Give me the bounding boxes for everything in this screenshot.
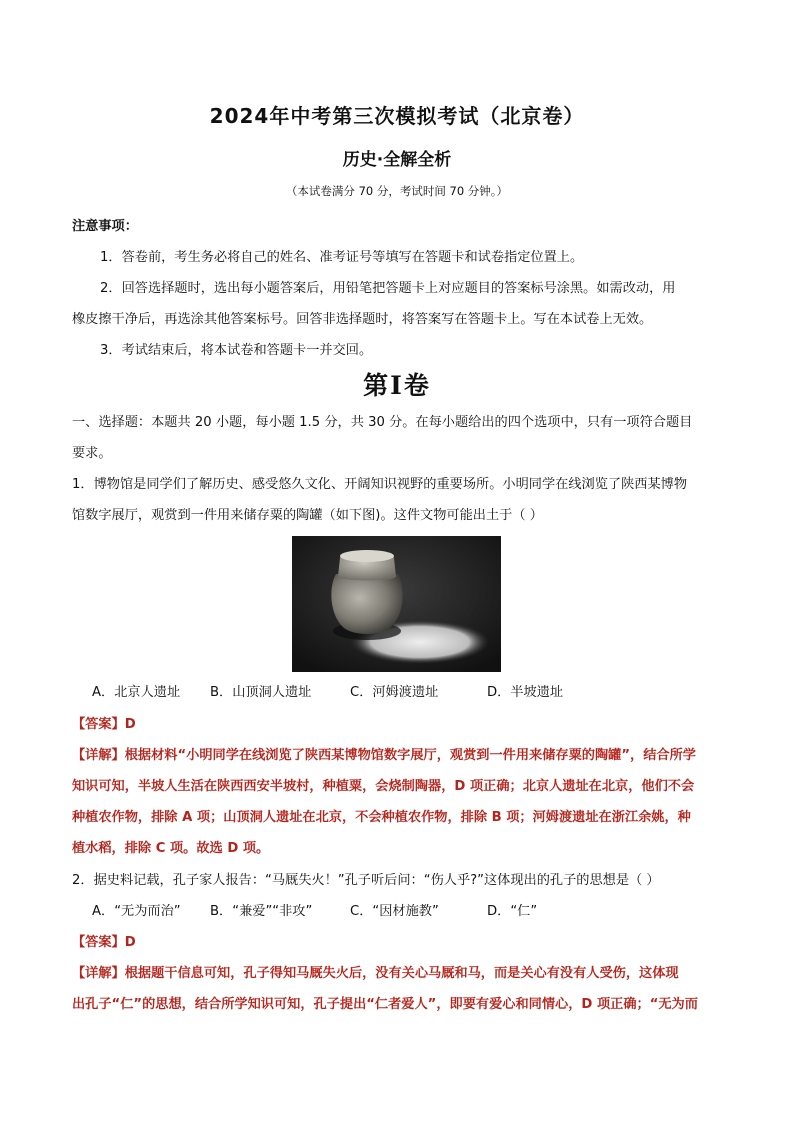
question-1-stem [72,469,724,531]
notice-section [72,211,724,366]
notice-item: 橡皮擦干净后，再选涂其他答案标号。回答非选择题时，将答案写在答题卡上。写在本试卷上无效。 [72,312,653,327]
detail-line: 知识可知，半坡人生活在陕西西安半坡村，种植粟，会烧制陶器，D 项正确；北京人遗址在北京，他们不会 [72,779,695,794]
detail-label: 【详解】 [72,748,125,763]
option-a: A．北京人遗址 [92,685,181,700]
detail-label: 【详解】 [72,966,125,981]
question-2-stem [72,865,724,896]
volume-title: 第Ⅰ卷 [363,371,431,400]
section-line: 一、选择题：本题共 20 小题，每小题 1.5 分，共 30 分。在每小题给出的四个选项中，只有一项符合题目 [72,415,693,430]
section-instructions [72,407,724,469]
detail-line: 根据材料“小明同学在线浏览了陕西某博物馆数字展厅，观赏到一件用来储存粟的陶罐”，结合所学 [124,748,696,763]
notice-item: 3．考试结束后，将本试卷和答题卡一并交回。 [100,343,373,358]
section-line: 要求。 [72,446,112,461]
question-2-line: 2．据史料记载，孔子家人报告：“马厩失火！”孔子听后问：“伤人乎?”这体现出的孔子的思想是（ ） [72,873,660,888]
detail-line: 种植农作物，排除 A 项；山顶洞人遗址在北京，不会种植农作物，排除 B 项；河姆渡遗址在浙江余姚，种 [72,810,691,825]
detail-line: 根据题干信息可知，孔子得知马厩失火后，没有关心马厩和马，而是关心有没有人受伤，这体现 [124,966,679,981]
notice-item: 1．答卷前，考生务必将自己的姓名、准考证号等填写在答题卡和试卷指定位置上。 [100,250,584,265]
option-a: A．“无为而治” [92,904,181,919]
page-subtitle: 历史·全解全析 [342,150,452,170]
question-1-line: 馆数字展厅，观赏到一件用来储存粟的陶罐（如下图)。这件文物可能出土于（ ） [72,508,543,523]
option-b: B．山顶洞人遗址 [210,685,312,700]
answer-value: D [124,717,136,732]
pottery-jar-photo [292,536,501,672]
option-d: D．“仁” [487,904,538,919]
question-1-line: 1．博物馆是同学们了解历史、感受悠久文化、开阔知识视野的重要场所。小明同学在线浏览了陕西某博物 [72,477,688,492]
notice-item: 2．回答选择题时，选出每小题答案后，用铅笔把答题卡上对应题目的答案标号涂黑。如需改动，用 [100,281,676,296]
question-2-options [92,896,537,927]
pottery-jar-image [292,536,501,672]
option-c: C．“因材施教” [350,904,439,919]
detail-line: 植水稻，排除 C 项。故选 D 项。 [72,841,270,856]
answer-label: 【答案】 [72,717,125,732]
detail-line: 出孔子“仁”的思想，结合所学知识可知，孔子提出“仁者爱人”，即要有爱心和同情心，D 项正确；“无为而 [72,997,698,1012]
question-1-answer [72,709,724,864]
answer-value: D [124,935,136,950]
notice-heading: 注意事项： [72,219,138,234]
option-c: C．河姆渡遗址 [350,685,439,700]
question-2-answer [72,927,724,1020]
question-1-options [92,677,563,708]
page-title: 2024年中考第三次模拟考试（北京卷） [209,104,585,128]
option-b: B．“兼爱”“非攻” [210,904,313,919]
option-d: D．半坡遗址 [487,685,564,700]
exam-note: （本试卷满分 70 分，考试时间 70 分钟。） [285,184,509,198]
answer-label: 【答案】 [72,935,125,950]
